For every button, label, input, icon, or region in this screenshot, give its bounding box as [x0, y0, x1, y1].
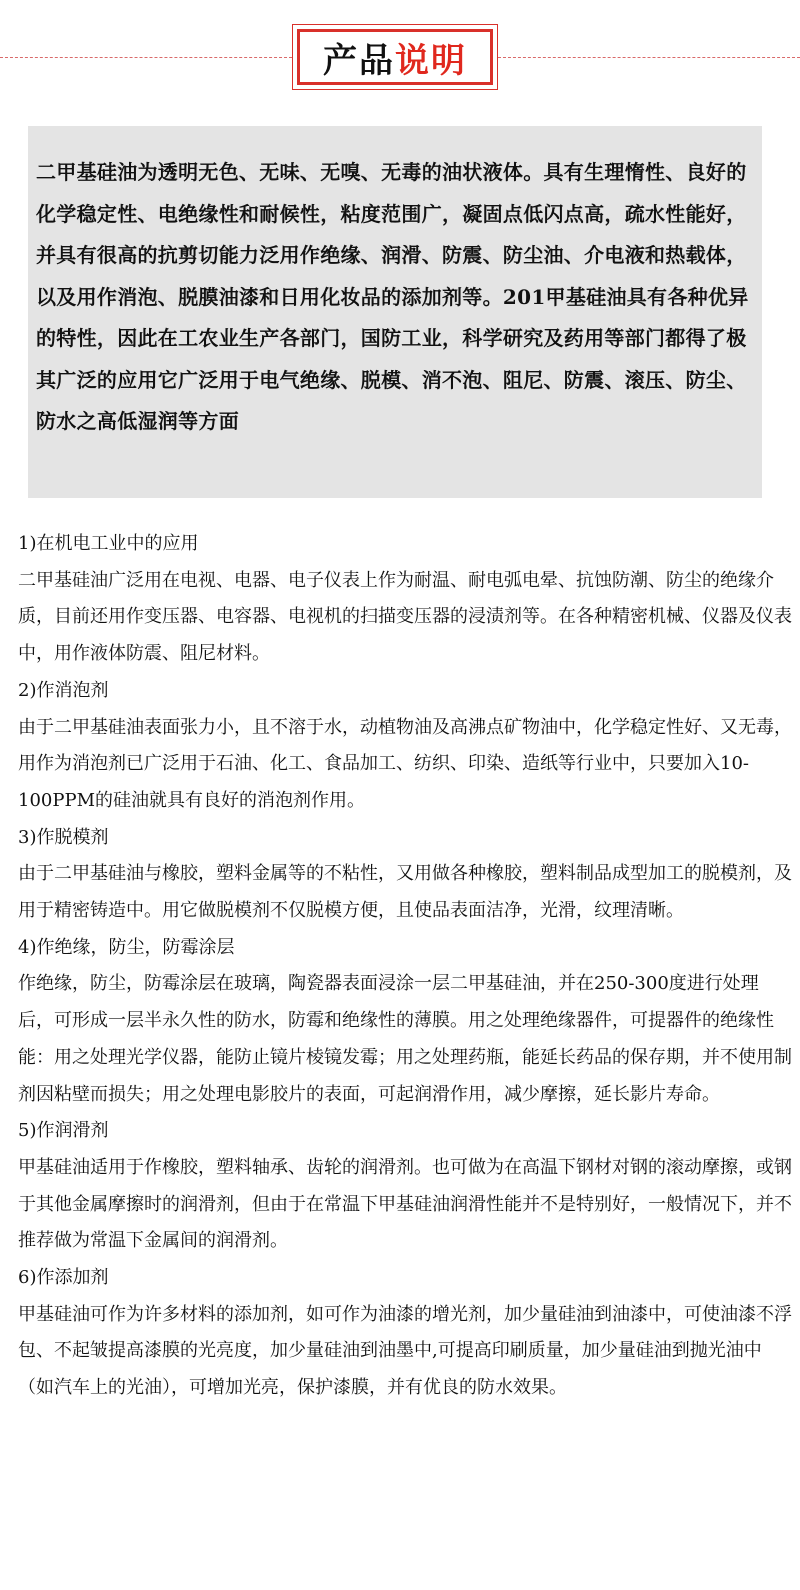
- section-heading: 4)作绝缘，防尘，防霉涂层: [18, 936, 235, 958]
- section-body: 二甲基硅油广泛用在电视、电器、电子仪表上作为耐温、耐电弧电晕、抗蚀防潮、防尘的绝缘介质，目前还用作变压器、电容器、电视机的扫描变压器的浸渍剂等。在各种精密机械、仪器及仪表中，用作液体防震、阻尼材料。: [18, 569, 792, 665]
- page-title-part2: 说明: [395, 40, 467, 81]
- section-heading: 6)作添加剂: [18, 1267, 109, 1289]
- page-title: [297, 29, 493, 85]
- header-divider-right: [498, 57, 800, 58]
- section-defoamer: [18, 673, 794, 820]
- section-heading: 2)作消泡剂: [18, 679, 109, 701]
- page-header: [0, 0, 800, 100]
- title-frame: [292, 24, 498, 90]
- section-body: 甲基硅油适用于作橡胶，塑料轴承、齿轮的润滑剂。也可做为在高温下钢材对钢的滚动摩擦，或钢于其他金属摩擦时的润滑剂，但由于在常温下甲基硅油润滑性能并不是特别好，一般情况下，并不推荐做为常温下金属间的润滑剂。: [18, 1156, 792, 1252]
- section-heading: 5)作润滑剂: [18, 1120, 109, 1142]
- intro-panel: [28, 126, 762, 498]
- header-divider-left: [0, 57, 292, 58]
- section-body: 作绝缘，防尘，防霉涂层在玻璃，陶瓷器表面浸涂一层二甲基硅油，并在250-300度进行处理后，可形成一层半永久性的防水，防霉和绝缘性的薄膜。用之处理绝缘器件，可提器件的绝缘性能：用之处理光学仪器，能防止镜片棱镜发霉；用之处理药瓶，能延长药品的保存期，并不使用制剂因粘壁而损失；用之处理电影胶片的表面，可起润滑作用，减少摩擦，延长影片寿命。: [18, 973, 792, 1105]
- application-sections: [18, 526, 794, 1407]
- section-body: 甲基硅油可作为许多材料的添加剂，如可作为油漆的增光剂，加少量硅油到油漆中，可使油漆不浮包、不起皱提高漆膜的光亮度，加少量硅油到油墨中,可提高印刷质量，加少量硅油到抛光油中（如汽车上的光油），可增加光亮，保护漆膜，并有优良的防水效果。: [18, 1303, 792, 1399]
- section-coating: [18, 930, 794, 1114]
- section-electrical: [18, 526, 794, 673]
- section-body: 由于二甲基硅油与橡胶，塑料金属等的不粘性，又用做各种橡胶，塑料制品成型加工的脱模剂，及用于精密铸造中。用它做脱模剂不仅脱模方便，且使品表面洁净，光滑，纹理清晰。: [18, 863, 792, 922]
- section-heading: 3)作脱模剂: [18, 826, 109, 848]
- intro-text: 二甲基硅油为透明无色、无味、无嗅、无毒的油状液体。具有生理惰性、良好的化学稳定性、电绝缘性和耐候性，粘度范围广，凝固点低闪点高，疏水性能好，并具有很高的抗剪切能力泛用作绝缘、润滑、防震、防尘油、介电液和热载体，以及用作消泡、脱膜油漆和日用化妆品的添加剂等。201甲基硅油具有各种优异的特性，因此在工农业生产各部门，国防工业，科学研究及药用等部门都得了极其广泛的应用它广泛用于电气绝缘、脱模、消不泡、阻尼、防震、滚压、防尘、防水之高低湿润等方面: [36, 160, 749, 433]
- section-additive: [18, 1260, 794, 1407]
- page-title-part1: 产品: [323, 40, 395, 81]
- section-heading: 1)在机电工业中的应用: [18, 533, 199, 554]
- section-release-agent: [18, 820, 794, 930]
- section-body: 由于二甲基硅油表面张力小，且不溶于水，动植物油及高沸点矿物油中，化学稳定性好、又无毒，用作为消泡剂已广泛用于石油、化工、食品加工、纺织、印染、造纸等行业中，只要加入10-100PPM的硅油就具有良好的消泡剂作用。: [18, 716, 792, 811]
- section-lubricant: [18, 1113, 794, 1260]
